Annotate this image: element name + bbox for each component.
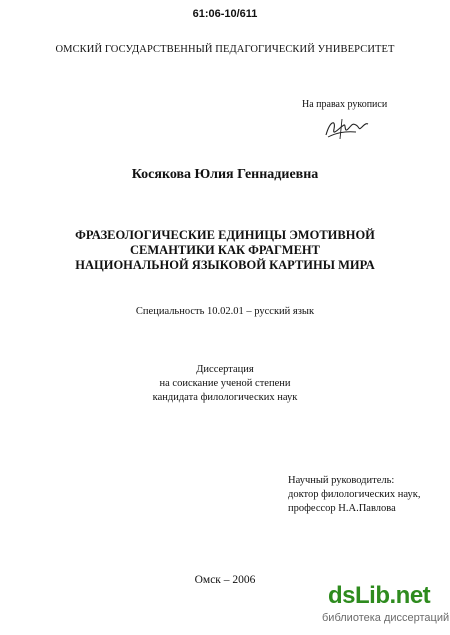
dslib-logo-icon: [328, 582, 430, 610]
manuscript-note: На правах рукописи: [302, 99, 388, 110]
degree-statement: [0, 363, 450, 405]
degree-line: Диссертация: [196, 364, 254, 375]
advisor-line: доктор филологических наук,: [288, 489, 421, 500]
author-name: Косякова Юлия Геннадиевна: [131, 167, 319, 182]
specialty: Специальность 10.02.01 – русский язык: [135, 306, 315, 317]
title-line: СЕМАНТИКИ КАК ФРАГМЕНТ: [130, 243, 320, 257]
call-number: 61:06-10/611: [192, 8, 258, 20]
signature-icon: [322, 115, 370, 141]
dissertation-title: [0, 228, 450, 273]
watermark-subtitle: библиотека диссертаций: [322, 612, 450, 624]
title-line: ФРАЗЕОЛОГИЧЕСКИЕ ЕДИНИЦЫ ЭМОТИВНОЙ: [75, 228, 375, 242]
advisor-line: Научный руководитель:: [288, 475, 395, 486]
logo-suffix: .net: [389, 582, 431, 609]
scientific-advisor: [288, 474, 421, 516]
title-line: НАЦИОНАЛЬНОЙ ЯЗЫКОВОЙ КАРТИНЫ МИРА: [75, 258, 375, 272]
dslib-watermark: [322, 582, 450, 628]
degree-line: кандидата филологических наук: [152, 392, 298, 403]
advisor-line: профессор Н.А.Павлова: [288, 503, 396, 514]
university-name: ОМСКИЙ ГОСУДАРСТВЕННЫЙ ПЕДАГОГИЧЕСКИЙ УНИВЕРСИТЕТ: [55, 44, 395, 55]
degree-line: на соискание ученой степени: [159, 378, 291, 389]
city-year: Омск – 2006: [194, 574, 256, 586]
logo-text: dsLib: [328, 582, 390, 609]
